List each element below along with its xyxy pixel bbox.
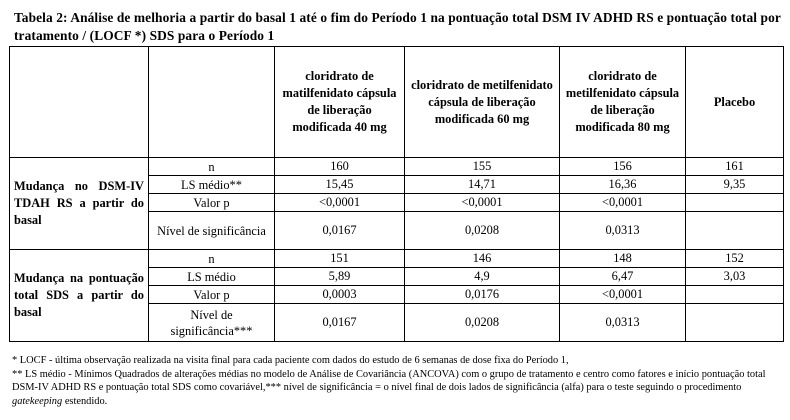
cell-value xyxy=(686,212,784,250)
cell-value: 3,03 xyxy=(686,268,784,286)
footnotes xyxy=(12,354,787,408)
table-row xyxy=(10,250,784,268)
row-label: Valor p xyxy=(149,194,275,212)
footnote-italic-term: gatekeeping xyxy=(12,395,63,407)
group-label-sds: Mudança na pontuação total SDS a partir do basal xyxy=(10,250,149,342)
cell-value: <0,0001 xyxy=(275,194,405,212)
cell-value: 0,0167 xyxy=(275,304,405,342)
cell-value: 0,0208 xyxy=(405,212,560,250)
row-label: LS médio xyxy=(149,268,275,286)
column-header-40mg: cloridrato de matilfenidato cápsula de liberação modificada 40 mg xyxy=(275,47,405,158)
row-label: Nível de significância*** xyxy=(149,304,275,342)
cell-value: <0,0001 xyxy=(560,194,686,212)
row-label: n xyxy=(149,250,275,268)
cell-value: 16,36 xyxy=(560,176,686,194)
column-header-placebo: Placebo xyxy=(686,47,784,158)
cell-value: 156 xyxy=(560,158,686,176)
header-empty-cell xyxy=(10,47,149,158)
cell-value: 5,89 xyxy=(275,268,405,286)
cell-value: 151 xyxy=(275,250,405,268)
footnote-ls-medio xyxy=(12,368,787,409)
cell-value: 9,35 xyxy=(686,176,784,194)
cell-value: 160 xyxy=(275,158,405,176)
cell-value: 152 xyxy=(686,250,784,268)
cell-value: 0,0313 xyxy=(560,212,686,250)
cell-value: 0,0313 xyxy=(560,304,686,342)
cell-value: 0,0167 xyxy=(275,212,405,250)
footnote-end: estendido. xyxy=(64,395,108,407)
column-header-60mg: cloridrato de metilfenidato cápsula de liberação modificada 60 mg xyxy=(405,47,560,158)
group-label-dsm: Mudança no DSM-IV TDAH RS a partir do basal xyxy=(10,158,149,250)
header-row xyxy=(10,47,784,158)
cell-value: <0,0001 xyxy=(405,194,560,212)
footnote-text: ** LS médio - Mínimos Quadrados de alterações médias no modelo de Análise de Covariância (ANCOVA) com o grupo de tratamento e centro como fatores e início pontuação total DSM-IV ADHD RS e pontuação total SDS como covariável,*** nível de significância = o nível final de dois lados de significância (alfa) para o teste seguindo o procedimento xyxy=(12,368,766,394)
header-empty-cell xyxy=(149,47,275,158)
cell-value: 0,0003 xyxy=(275,286,405,304)
footnote-locf: * LOCF - última observação realizada na visita final para cada paciente com dados do estudo de 6 semanas de dose fixa do Período 1, xyxy=(12,355,569,366)
cell-value xyxy=(686,286,784,304)
cell-value: 148 xyxy=(560,250,686,268)
column-header-80mg: cloridrato de metilfenidato cápsula de liberação modificada 80 mg xyxy=(560,47,686,158)
cell-value xyxy=(686,194,784,212)
cell-value xyxy=(686,304,784,342)
cell-value: 4,9 xyxy=(405,268,560,286)
row-label: Valor p xyxy=(149,286,275,304)
cell-value: 161 xyxy=(686,158,784,176)
cell-value: 6,47 xyxy=(560,268,686,286)
table-title: Tabela 2: Análise de melhoria a partir do basal 1 até o fim do Período 1 na pontuação total DSM IV ADHD RS e pontuação total por tratamento / (LOCF *) SDS para o Período 1 xyxy=(14,10,781,43)
results-table xyxy=(9,46,784,342)
cell-value: 0,0208 xyxy=(405,304,560,342)
row-label: Nível de significância xyxy=(149,212,275,250)
cell-value: 15,45 xyxy=(275,176,405,194)
cell-value: 146 xyxy=(405,250,560,268)
cell-value: 14,71 xyxy=(405,176,560,194)
cell-value: <0,0001 xyxy=(560,286,686,304)
cell-value: 155 xyxy=(405,158,560,176)
row-label: LS médio** xyxy=(149,176,275,194)
cell-value: 0,0176 xyxy=(405,286,560,304)
table-row xyxy=(10,158,784,176)
row-label: n xyxy=(149,158,275,176)
